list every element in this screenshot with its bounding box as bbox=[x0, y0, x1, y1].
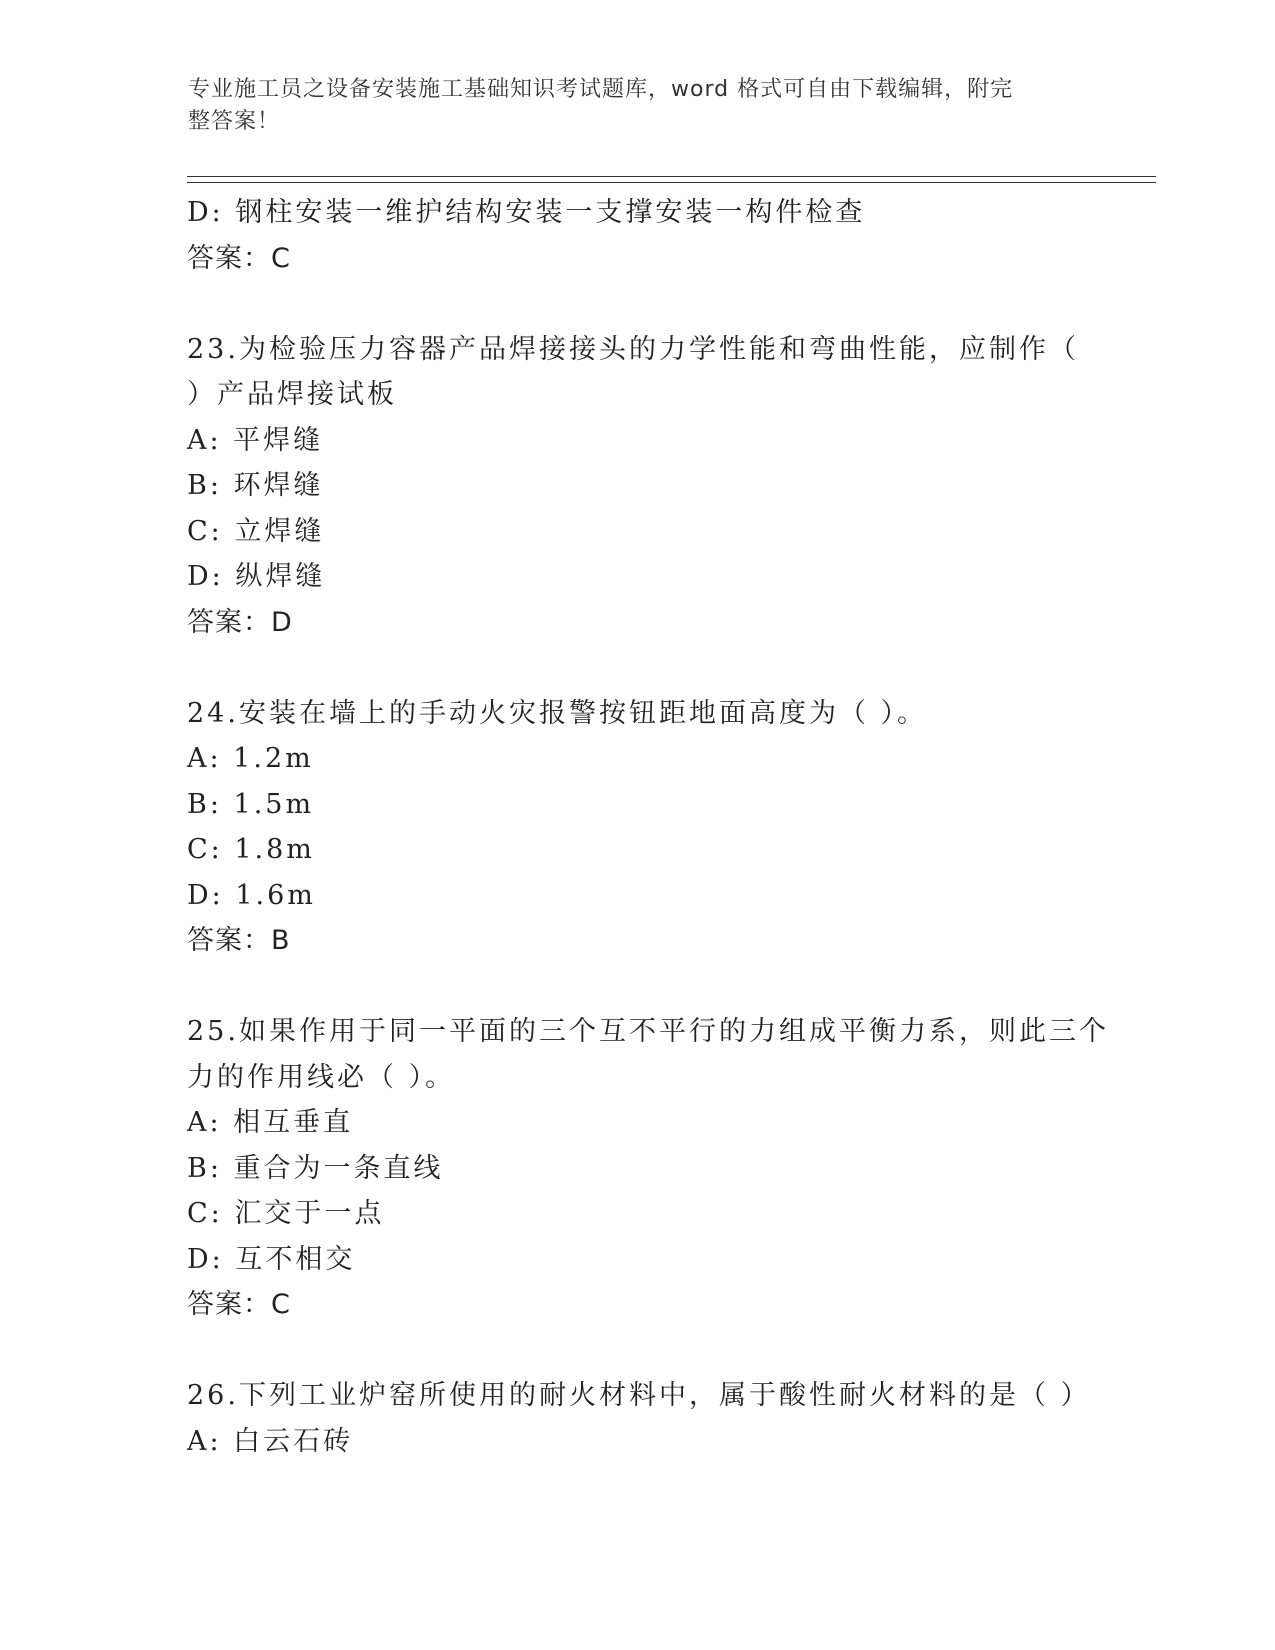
header-divider-bottom bbox=[187, 182, 1156, 183]
question-stem-continued: 力的作用线必（ ）。 bbox=[187, 1061, 456, 1093]
question-stem: 23.为检验压力容器产品焊接接头的力学性能和弯曲性能，应制作（ bbox=[187, 333, 1079, 365]
header-title-line-1: 专业施工员之设备安装施工基础知识考试题库，word 格式可自由下载编辑，附完 bbox=[188, 77, 1014, 102]
spacer bbox=[187, 964, 1087, 1010]
option-a: A: 1.2m bbox=[187, 743, 314, 774]
question-stem-continued: ）产品焊接试板 bbox=[187, 379, 397, 410]
question-stem: 24.安装在墙上的手动火灾报警按钮距地面高度为（ ）。 bbox=[187, 697, 928, 729]
option-c: C: 1.8m bbox=[187, 834, 315, 865]
question-stem: 26.下列工业炉窑所使用的耐火材料中，属于酸性耐火材料的是（ ） bbox=[187, 1380, 1091, 1411]
previous-question-tail bbox=[187, 190, 1087, 281]
question-24 bbox=[187, 691, 1087, 964]
answer: 答案：D bbox=[187, 606, 293, 638]
option-a: A: 白云石砖 bbox=[187, 1425, 354, 1457]
question-stem: 25.如果作用于同一平面的三个互不平行的力组成平衡力系，则此三个 bbox=[187, 1016, 1109, 1047]
option-d: D: 1.6m bbox=[187, 879, 316, 911]
spacer bbox=[187, 281, 1087, 327]
question-25 bbox=[187, 1009, 1109, 1328]
question-list bbox=[187, 190, 1109, 1464]
option-d: D: 互不相交 bbox=[187, 1243, 356, 1275]
document-header bbox=[188, 74, 1088, 138]
header-title-line-2: 整答案！ bbox=[188, 109, 281, 134]
spacer bbox=[187, 645, 1087, 691]
option-b: B: 1.5m bbox=[187, 788, 315, 820]
option-b: B: 环焊缝 bbox=[187, 470, 324, 501]
question-23 bbox=[187, 327, 1087, 646]
option-c: C: 汇交于一点 bbox=[187, 1198, 385, 1229]
option-a: A: 相互垂直 bbox=[187, 1107, 354, 1138]
question-26 bbox=[187, 1373, 1091, 1464]
answer: 答案：B bbox=[187, 925, 291, 956]
spacer bbox=[187, 1328, 1087, 1374]
answer: 答案：C bbox=[187, 242, 291, 274]
option-c: C: 立焊缝 bbox=[187, 515, 325, 547]
option-b: B: 重合为一条直线 bbox=[187, 1152, 444, 1184]
header-divider-top bbox=[187, 176, 1156, 177]
option-a: A: 平焊缝 bbox=[187, 424, 324, 456]
option-d: D: 钢柱安装一维护结构安装一支撑安装一构件检查 bbox=[187, 197, 866, 228]
answer: 答案：C bbox=[187, 1289, 291, 1320]
option-d: D: 纵焊缝 bbox=[187, 561, 326, 592]
